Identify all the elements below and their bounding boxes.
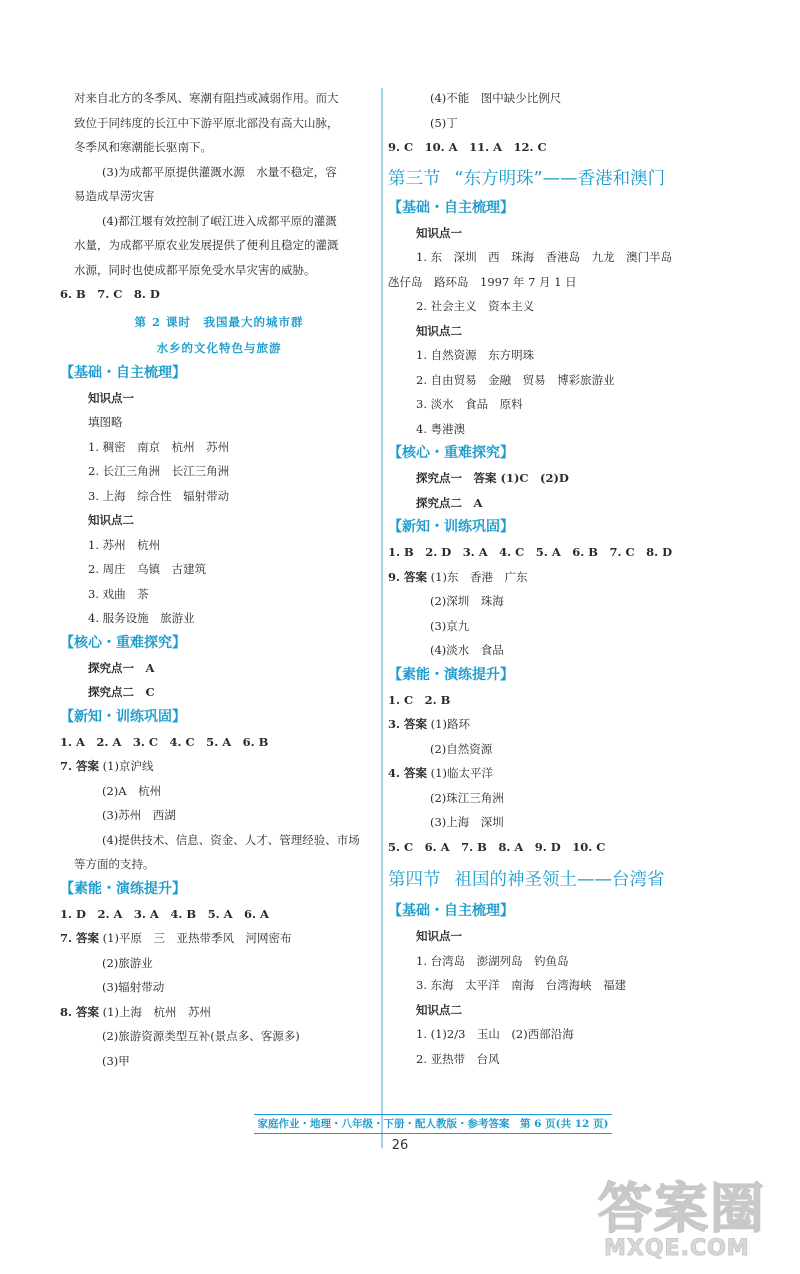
list-item: (3)上海 深圳	[430, 815, 504, 829]
skill-heading: 【素能・演练提升】	[388, 666, 514, 683]
answer-label: 3. 答案	[388, 717, 428, 731]
new-heading: 【新知・训练巩固】	[388, 519, 514, 535]
section-number: 第四节	[388, 870, 441, 890]
basic-heading: 【基础・自主梳理】	[388, 903, 514, 919]
watermark-text: 答案圈	[598, 1177, 766, 1240]
answer-line: 1. D 2. A 3. A 4. B 5. A 6. A	[60, 906, 269, 921]
list-item: 3. 淡水 食品 原料	[416, 397, 523, 411]
list-item: (2)自然资源	[430, 741, 493, 756]
list-item: (4)提供技术、信息、资金、人才、管理经验、市场	[102, 832, 360, 847]
section-title-4	[388, 863, 740, 897]
list-item: (3)苏州 西湖	[102, 808, 176, 822]
page-number: 26	[391, 1138, 409, 1153]
list-item: (2)A 杭州	[102, 783, 162, 798]
list-item: 1. 苏州 杭州	[88, 537, 161, 552]
text-line: 致位于同纬度的长江中下游平原北部没有高大山脉，	[74, 115, 339, 130]
new-heading: 【新知・训练巩固】	[60, 708, 186, 725]
text-line: 冬季风和寒潮能长驱南下。	[74, 140, 212, 154]
knowledge-point: 知识点二	[416, 323, 462, 338]
skill-heading: 【素能・演练提升】	[60, 880, 186, 897]
lesson-subtitle: 水乡的文化特色与旅游	[156, 340, 282, 355]
list-item: 1. 自然资源 东方明珠	[416, 348, 535, 362]
lesson-title: 第 2 课时 我国最大的城市群	[134, 314, 304, 329]
core-heading: 【核心・重难探究】	[388, 445, 514, 461]
list-item: 探究点一 答案 (1)C (2)D	[416, 471, 569, 485]
answer-label: 8. 答案	[60, 1004, 100, 1019]
text-line: (4)都江堰有效控制了岷江进入成都平原的灌溉	[102, 213, 337, 228]
answer-text: (1)临太平洋	[430, 766, 493, 780]
answer-line: 1. B 2. D 3. A 4. C 5. A 6. B 7. C 8. D	[388, 545, 673, 559]
list-item: (2)旅游业	[102, 955, 153, 970]
list-item: 填图略	[88, 415, 123, 429]
column-divider	[381, 88, 383, 1148]
list-item: 2. 亚热带 台风	[416, 1051, 500, 1066]
watermark-url: MXQE.COM	[604, 1236, 750, 1261]
left-column	[60, 86, 378, 1073]
list-item: (2)旅游资源类型互补(景点多、客源多)	[102, 1029, 300, 1043]
list-item: (5)丁	[430, 115, 458, 130]
list-item: 2. 长江三角洲 长江三角洲	[88, 464, 230, 478]
list-item: (3)京九	[430, 618, 470, 633]
answer-line: 9. C 10. A 11. A 12. C	[388, 140, 547, 154]
text-line: 水量，为成都平原农业发展提供了便利且稳定的灌溉	[74, 238, 339, 252]
answer-line: 1. A 2. A 3. C 4. C 5. A 6. B	[60, 734, 269, 749]
list-item: 2. 周庄 乌镇 古建筑	[88, 562, 207, 576]
section-name: “东方明珠”——香港和澳门	[454, 168, 666, 189]
list-item: 4. 粤港澳	[416, 421, 466, 436]
text-line: 水源，同时也使成都平原免受水旱灾害的威胁。	[74, 262, 316, 277]
right-column	[388, 86, 740, 1071]
list-item: (2)深圳 珠海	[430, 594, 504, 608]
text-line: 氹仔岛 路环岛 1997 年 7 月 1 日	[388, 274, 577, 289]
section-name: 祖国的神圣领土——台湾省	[454, 870, 665, 890]
answer-text: (1)上海 杭州 苏州	[102, 1004, 211, 1019]
list-item: 2. 社会主义 资本主义	[416, 299, 535, 313]
list-item: 1. 东 深圳 西 珠海 香港岛 九龙 澳门半岛	[416, 250, 673, 264]
page-footer: 家庭作业・地理・八年级・下册・配人教版・参考答案 第 6 页(共 12 页)	[254, 1114, 612, 1134]
knowledge-point: 知识点一	[416, 225, 462, 240]
answer-text: (1)平原 三 亚热带季风 河网密布	[102, 931, 292, 945]
section-number: 第三节	[388, 168, 441, 189]
answer-label: 4. 答案	[388, 766, 428, 780]
text-line: (3)为成都平原提供灌溉水源 水量不稳定，容	[102, 164, 337, 179]
answer-line	[60, 1000, 378, 1025]
answer-label: 9. 答案	[388, 569, 428, 584]
list-item: 探究点二 A	[416, 495, 483, 510]
list-item: (3)甲	[102, 1053, 130, 1068]
section-title-3	[388, 162, 740, 196]
answer-line	[388, 761, 740, 786]
list-item: 1. 稠密 南京 杭州 苏州	[88, 439, 230, 454]
knowledge-point: 知识点一	[416, 929, 462, 943]
list-item: 1. (1)2/3 玉山 (2)西部沿海	[416, 1027, 574, 1041]
list-item: 3. 东海 太平洋 南海 台湾海峡 福建	[416, 978, 627, 992]
list-item: 2. 自由贸易 金融 贸易 博彩旅游业	[416, 372, 615, 387]
list-item: 1. 台湾岛 澎湖列岛 钓鱼岛	[416, 953, 569, 968]
answer-text: (1)东 香港 广东	[430, 569, 528, 584]
list-item: 3. 戏曲 茶	[88, 586, 149, 601]
answer-label: 7. 答案	[60, 931, 100, 945]
list-item: (3)辐射带动	[102, 980, 165, 994]
list-item: 探究点一 A	[88, 660, 155, 675]
answer-text: (1)京沪线	[102, 759, 154, 773]
answer-line: 6. B 7. C 8. D	[60, 287, 160, 301]
answer-line	[60, 754, 378, 779]
list-item: (2)珠江三角洲	[430, 790, 504, 805]
basic-heading: 【基础・自主梳理】	[388, 199, 514, 216]
answer-label: 7. 答案	[60, 759, 100, 773]
list-item: 探究点二 C	[88, 685, 155, 699]
watermark-logo	[594, 1160, 784, 1266]
core-heading: 【核心・重难探究】	[60, 634, 186, 651]
text-line: 对来自北方的冬季风、寒潮有阻挡或减弱作用。而大	[74, 91, 339, 105]
list-item: (4)不能 图中缺少比例尺	[430, 91, 562, 105]
answer-line	[60, 926, 378, 951]
knowledge-point: 知识点二	[88, 513, 134, 527]
answer-line: 5. C 6. A 7. B 8. A 9. D 10. C	[388, 839, 606, 854]
list-item: 4. 服务设施 旅游业	[88, 611, 195, 625]
knowledge-point: 知识点二	[416, 1002, 462, 1017]
answer-line: 1. C 2. B	[388, 692, 451, 707]
text-line: 易造成旱涝灾害	[74, 189, 155, 203]
answer-text: (1)路环	[430, 717, 470, 731]
text-line: 等方面的支持。	[74, 857, 155, 871]
answer-line	[388, 712, 740, 737]
answer-line	[388, 565, 740, 590]
list-item: (4)淡水 食品	[430, 643, 504, 657]
knowledge-point: 知识点一	[88, 390, 134, 405]
basic-heading: 【基础・自主梳理】	[60, 364, 186, 381]
list-item: 3. 上海 综合性 辐射带动	[88, 488, 230, 503]
